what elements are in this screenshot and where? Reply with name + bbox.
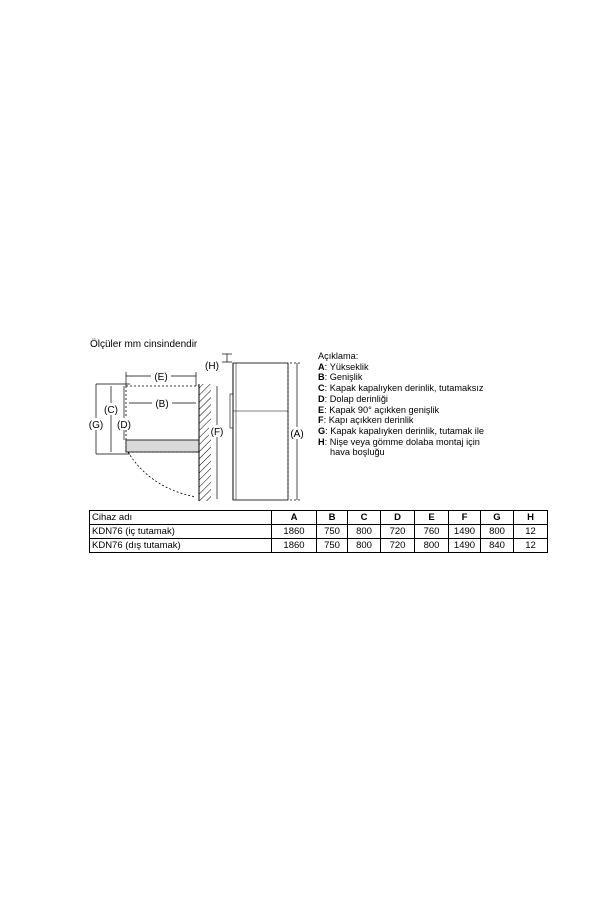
label-g: (G) xyxy=(88,420,104,431)
cell: 1490 xyxy=(449,525,481,539)
cell-device: KDN76 (dış tutamak) xyxy=(90,539,272,553)
cell: 720 xyxy=(381,525,415,539)
f-dimension xyxy=(209,386,225,499)
legend-item-a: A : Yükseklik xyxy=(318,361,369,372)
cell: 750 xyxy=(317,525,348,539)
legend-item-h-cont: hava boşluğu xyxy=(330,447,385,458)
a-dimension xyxy=(289,363,305,500)
col-header-f: F xyxy=(449,511,481,525)
cell: 12 xyxy=(514,539,548,553)
cell: 750 xyxy=(317,539,348,553)
table-row xyxy=(90,525,548,539)
legend-item-e: E : Kapak 90° açıkken genişlik xyxy=(318,404,440,415)
col-header-a: A xyxy=(272,511,317,525)
unit-note: Ölçüler mm cinsindendir xyxy=(90,339,198,350)
door-swing-arc xyxy=(128,452,196,497)
legend-title: Açıklama: xyxy=(318,351,359,361)
wall-hatch xyxy=(199,384,211,501)
top-view xyxy=(88,370,211,501)
legend-item-d: D : Dolap derinliği xyxy=(318,393,388,404)
col-header-e: E xyxy=(415,511,449,525)
cell: 1860 xyxy=(272,539,317,553)
legend-item-g: G : Kapak kapalıyken derinlik, tutamak ile xyxy=(318,425,484,436)
legend-item-f: F : Kapı açıkken derinlik xyxy=(318,415,414,426)
label-d: (D) xyxy=(117,420,131,431)
label-b: (B) xyxy=(155,399,169,410)
cell: 720 xyxy=(381,539,415,553)
cell: 1860 xyxy=(272,525,317,539)
col-header-device: Cihaz adı xyxy=(90,511,272,525)
cell: 800 xyxy=(348,525,381,539)
label-c: (C) xyxy=(104,405,118,416)
door-top xyxy=(126,440,199,452)
label-f: (F) xyxy=(210,427,224,438)
label-e: (E) xyxy=(154,372,168,383)
cell: 800 xyxy=(348,539,381,553)
legend xyxy=(318,351,484,458)
cell-device: KDN76 (iç tutamak) xyxy=(90,525,272,539)
col-header-b: B xyxy=(317,511,348,525)
cell: 12 xyxy=(514,525,548,539)
legend-item-c: C : Kapak kapalıyken derinlik, tutamaksız xyxy=(318,383,484,394)
cell: 800 xyxy=(415,539,449,553)
col-header-h: H xyxy=(514,511,548,525)
col-header-d: D xyxy=(381,511,415,525)
label-a: (A) xyxy=(290,429,304,440)
table-row xyxy=(90,539,548,553)
cell: 1490 xyxy=(449,539,481,553)
legend-item-b: B : Genişlik xyxy=(318,372,363,383)
fridge-body xyxy=(233,363,288,500)
handle xyxy=(230,394,233,428)
col-header-g: G xyxy=(481,511,514,525)
dimensions-table xyxy=(89,510,548,553)
legend-item-h: H : Nişe veya gömme dolaba montaj için xyxy=(318,436,480,447)
table-header-row xyxy=(90,511,548,525)
side-view xyxy=(230,363,288,500)
cell: 800 xyxy=(481,525,514,539)
h-dimension xyxy=(205,354,232,372)
cell: 840 xyxy=(481,539,514,553)
cell: 760 xyxy=(415,525,449,539)
col-header-c: C xyxy=(348,511,381,525)
label-h: (H) xyxy=(205,361,219,372)
